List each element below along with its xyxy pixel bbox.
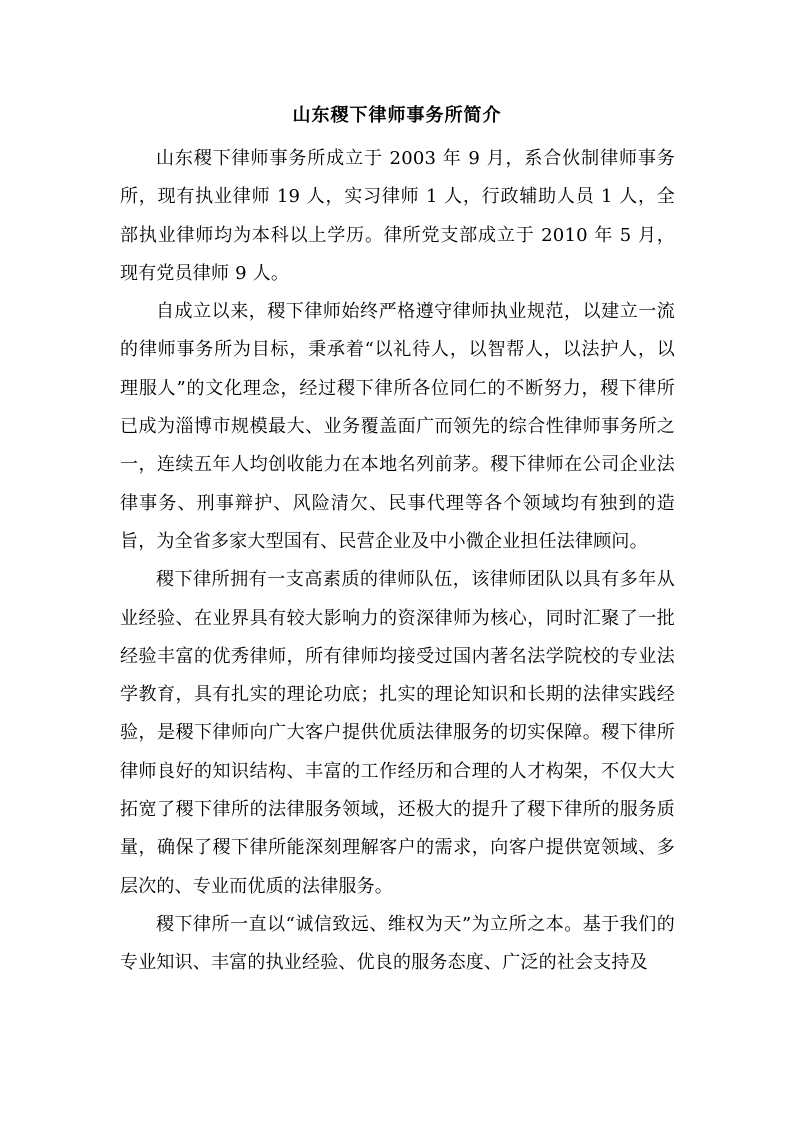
document-title: 山东稷下律师事务所简介 (292, 105, 502, 126)
paragraph-principle: 稷下律所一直以“诚信致远、维权为天”为立所之本。基于我们的专业知识、丰富的执业经验、优良的服务态度、广泛的社会支持及 (120, 913, 675, 974)
document-body (120, 140, 675, 983)
paragraph-team: 稷下律所拥有一支高素质的律师队伍，该律师团队以具有多年从业经验、在业界具有较大影响力的资深律师为核心，同时汇聚了一批经验丰富的优秀律师，所有律师均接受过国内著名法学院校的专业法学教育，具有扎实的理论功底；扎实的理论知识和长期的法律实践经验，是稷下律师向广大客户提供优质法律服务的切实保障。稷下律所律师良好的知识结构、丰富的工作经历和合理的人才构架，不仅大大拓宽了稷下律所的法律服务领域，还极大的提升了稷下律所的服务质量，确保了稷下律所能深刻理解客户的需求，向客户提供宽领域、多层次的、专业而优质的法律服务。 (120, 569, 675, 897)
paragraph-founding: 山东稷下律师事务所成立于 2003 年 9 月，系合伙制律师事务所，现有执业律师 19 人，实习律师 1 人，行政辅助人员 1 人，全部执业律师均为本科以上学历。律所党支部成立于 2010 年 5 月，现有党员律师 9 人。 (120, 148, 675, 284)
paragraph-philosophy: 自成立以来，稷下律师始终严格遵守律师执业规范，以建立一流的律师事务所为目标，秉承着“以礼待人，以智帮人，以法护人，以理服人”的文化理念，经过稷下律所各位同仁的不断努力，稷下律所已成为淄博市规模最大、业务覆盖面广而领先的综合性律师事务所之一，连续五年人均创收能力在本地名列前茅。稷下律师在公司企业法律事务、刑事辩护、风险清欠、民事代理等各个领域均有独到的造旨，为全省多家大型国有、民营企业及中小微企业担任法律顾问。 (120, 301, 675, 552)
